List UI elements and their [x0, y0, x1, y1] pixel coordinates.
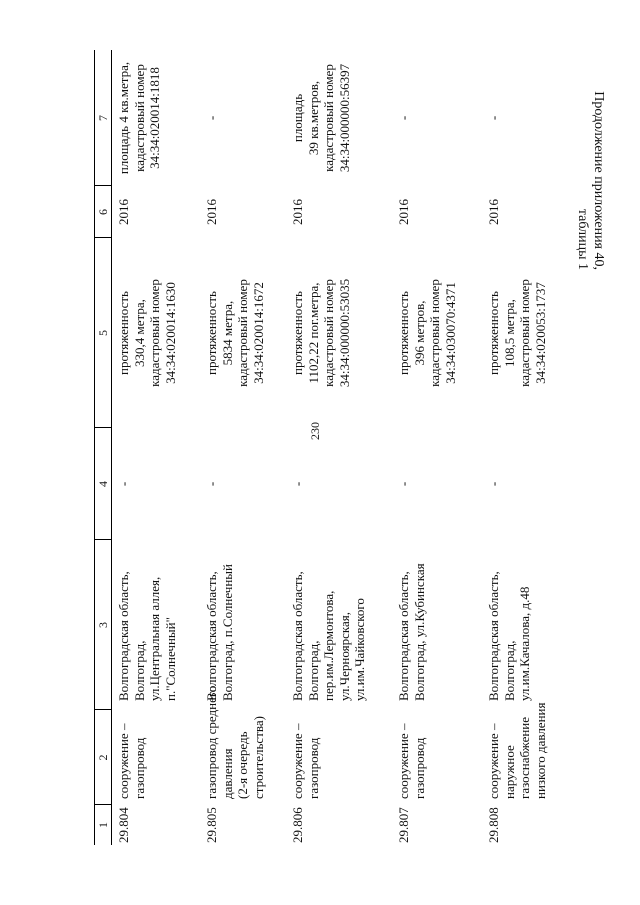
length-line: протяженность: [396, 291, 411, 375]
object-address: [116, 571, 178, 701]
object-year: 2016: [396, 199, 411, 225]
object-name: [290, 724, 321, 799]
address-line: Волгоградская область,: [116, 571, 131, 701]
object-note: -: [396, 115, 411, 121]
note-line: кадастровый номер: [131, 64, 147, 172]
length-line: протяженность: [204, 291, 219, 375]
length-line: кадастровый номер: [321, 279, 336, 387]
object-year: 2016: [290, 199, 305, 225]
object-length: [290, 238, 352, 428]
object-name-line: газопровод: [411, 737, 427, 799]
address-line: п."Солнечный": [162, 617, 178, 701]
row-number: 29.804: [116, 807, 131, 843]
object-name-line: газоснабжение: [517, 716, 532, 799]
address-line: Волгоградская область,: [204, 571, 219, 701]
object-name-line: строительства): [250, 716, 266, 799]
object-name-line: сооружение –: [396, 723, 411, 799]
col-header-7: 7: [96, 115, 110, 121]
note-line: 34:34:020014:1818: [147, 67, 162, 169]
address-line: Волгоград, п.Солнечный: [219, 564, 235, 701]
length-line: 330,4 метра,: [131, 299, 147, 367]
note-line: 39 кв.метров,: [305, 80, 321, 156]
length-line: 34:34:030070:4371: [442, 282, 458, 384]
object-note: [290, 50, 352, 186]
address-line: ул.Черноярская,: [336, 612, 352, 701]
object-name-line: газопровод среднего: [204, 685, 219, 799]
length-line: протяженность: [116, 291, 131, 375]
object-note: -: [486, 115, 501, 121]
row-number: 29.807: [396, 807, 411, 843]
object-name: [486, 703, 548, 799]
object-year: 2016: [204, 199, 219, 225]
address-line: Волгоградская область,: [290, 571, 305, 701]
object-name: [116, 724, 147, 799]
address-line: ул.Центральная аллея,: [147, 576, 162, 701]
object-address: [290, 571, 368, 701]
address-line: Волгоград,: [305, 640, 321, 701]
continuation-line-1: Продолжение приложения 40,: [591, 91, 606, 270]
length-line: 1102,22 пог.метра,: [305, 282, 321, 384]
object-length: [486, 238, 548, 428]
length-line: 5834 метра,: [219, 300, 235, 366]
object-length: [204, 238, 266, 428]
length-line: 108,5 метра,: [501, 299, 517, 367]
col-header-4: 4: [96, 481, 110, 487]
length-line: протяженность: [486, 291, 501, 375]
continuation-line-2: таблицы 1: [575, 208, 590, 270]
address-line: Волгоградская область,: [486, 571, 501, 701]
object-name: [396, 724, 427, 799]
object-address: [204, 564, 235, 701]
object-name-line: сооружение –: [486, 723, 501, 799]
length-line: кадастровый номер: [235, 279, 250, 387]
length-line: кадастровый номер: [517, 279, 532, 387]
object-year: 2016: [486, 199, 501, 225]
col4-value: -: [396, 481, 411, 487]
object-year: 2016: [116, 199, 131, 225]
address-line: пер.им.Лермонтова,: [321, 590, 336, 701]
object-name-line: давления: [219, 748, 235, 799]
table-header-row: [94, 50, 112, 845]
object-length: [396, 238, 458, 428]
page-number: 230: [308, 422, 322, 440]
length-line: 34:34:000000:53035: [336, 278, 352, 388]
row-number: 29.805: [204, 807, 219, 843]
address-line: Волгоградская область,: [396, 571, 411, 701]
length-line: 34:34:020053:1737: [532, 282, 548, 384]
address-line: Волгоград,: [131, 640, 147, 701]
col-header-2: 2: [96, 754, 110, 761]
object-note: -: [204, 115, 219, 121]
length-line: 34:34:020014:1672: [250, 282, 266, 384]
col-header-3: 3: [96, 622, 110, 628]
note-line: кадастровый номер: [321, 64, 336, 172]
object-address: [486, 571, 533, 701]
object-name-line: сооружение –: [290, 723, 305, 799]
row-number: 29.806: [290, 807, 305, 843]
row-number: 29.808: [486, 807, 501, 843]
note-line: площадь: [290, 93, 305, 143]
object-name: [204, 686, 266, 799]
object-note: [116, 50, 163, 186]
object-length: [116, 238, 178, 428]
object-name-line: (2-я очередь: [235, 731, 250, 799]
address-line: Волгоград,: [501, 640, 517, 701]
object-name-line: газопровод: [305, 737, 321, 799]
note-line: 34:34:000000:56397: [336, 63, 352, 173]
col4-value: -: [204, 481, 219, 487]
address-line: Волгоград, ул.Кубинская: [411, 563, 427, 701]
appendix-table: [94, 50, 606, 845]
col-header-6: 6: [96, 209, 110, 215]
object-name-line: сооружение –: [116, 723, 131, 799]
note-line: площадь 4 кв.метра,: [116, 61, 131, 175]
col4-value: -: [486, 481, 501, 487]
length-line: кадастровый номер: [427, 279, 442, 387]
object-name-line: газопровод: [131, 737, 147, 799]
length-line: 396 метров,: [411, 300, 427, 366]
length-line: протяженность: [290, 291, 305, 375]
object-name-line: наружное: [501, 745, 517, 799]
object-name-line: низкого давления: [532, 702, 548, 799]
col-header-5: 5: [96, 330, 110, 336]
object-address: [396, 563, 427, 701]
col4-value: -: [290, 481, 305, 487]
address-line: ул.им.Чайковского: [352, 598, 367, 701]
address-line: ул.им.Качалова, д.48: [517, 586, 532, 701]
col-header-1: 1: [96, 822, 110, 828]
length-line: кадастровый номер: [147, 279, 162, 387]
length-line: 34:34:020014:1630: [162, 282, 178, 384]
col4-value: -: [116, 481, 131, 487]
